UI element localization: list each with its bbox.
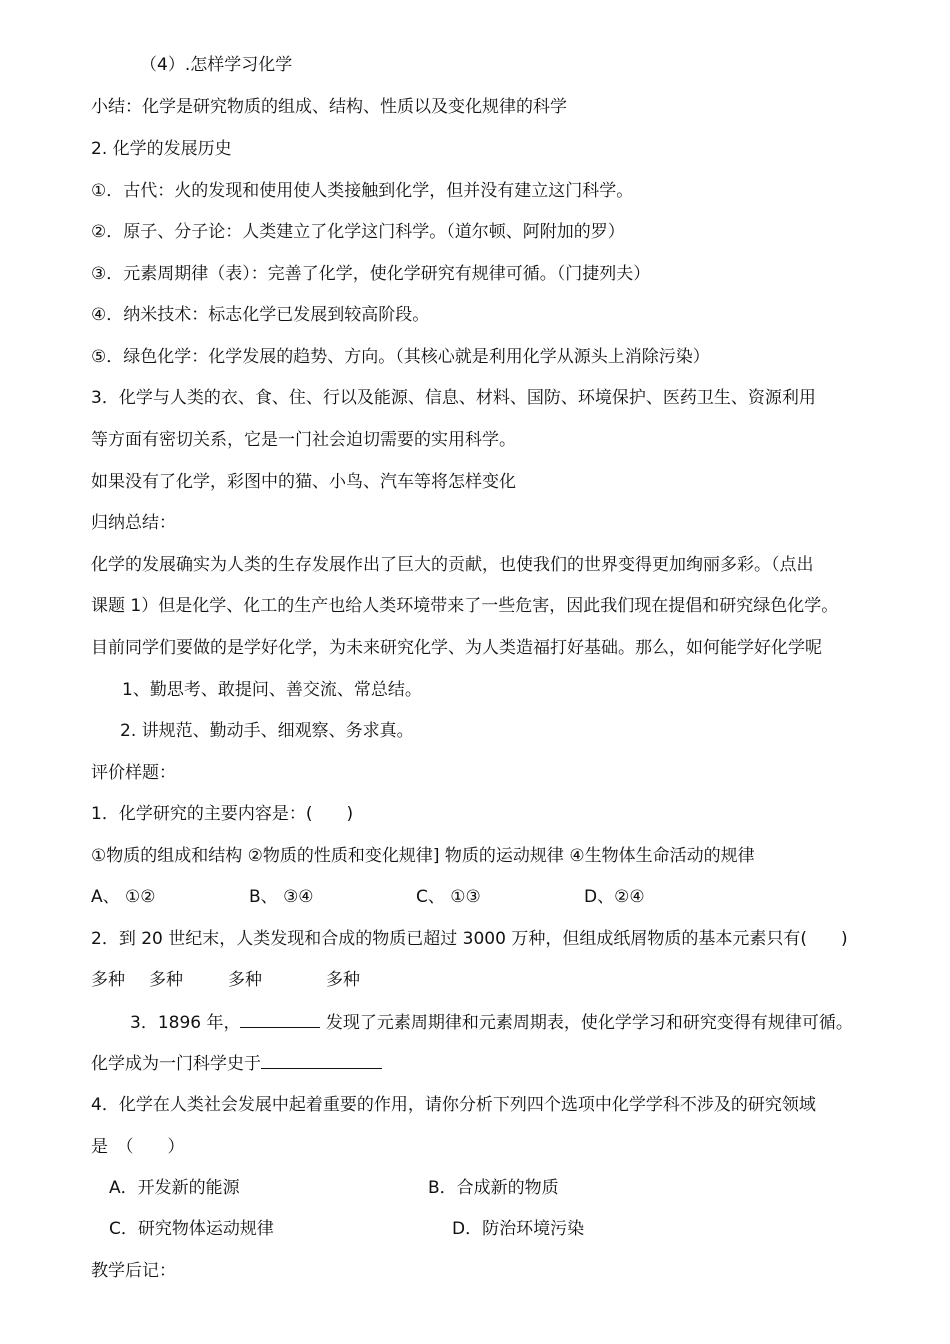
eval-heading: 评价样题： [91, 763, 176, 783]
q1-option-c: C、 ①③ [416, 887, 481, 907]
induction-line: 课题 1）但是化学、化工的生产也给人类环境带来了一些危害，因此我们现在提倡和研究绿色化学。 [91, 596, 839, 616]
q2-option: 多种 [149, 970, 183, 990]
point3-line: 3．化学与人类的衣、食、住、行以及能源、信息、材料、国防、环境保护、医药卫生、资源利用 [91, 388, 816, 408]
q3-blank-1[interactable] [240, 1010, 320, 1028]
q3-blank-2[interactable] [261, 1051, 382, 1069]
q4-stem: 4．化学在人类社会发展中起着重要的作用，请你分析下列四个选项中化学学科不涉及的研究领域 [91, 1095, 816, 1115]
q2-stem: 2．到 20 世纪末，人类发现和合成的物质已超过 3000 万种，但组成纸屑物质的基本元素只有( ) [91, 929, 848, 949]
q4-option-c: C．研究物体运动规律 [109, 1219, 274, 1239]
induction-heading: 归纳总结： [91, 513, 176, 533]
study-tip: 1、勤思考、敢提问、善交流、常总结。 [122, 680, 422, 700]
history-item: ①．古代：火的发现和使用使人类接触到化学，但并没有建立这门科学。 [91, 181, 634, 201]
q3-part2: 发现了元素周期律和元素周期表，使化学学习和研究变得有规律可循。 [320, 1013, 853, 1033]
section4-heading: （4）.怎样学习化学 [140, 55, 293, 75]
q3-line2 [91, 1051, 382, 1076]
postscript: 教学后记： [91, 1261, 176, 1281]
history-item: ③．元素周期律（表）：完善了化学，使化学研究有规律可循。（门捷列夫） [91, 264, 651, 284]
q3-line1 [130, 1010, 853, 1035]
point3-line: 等方面有密切关系，它是一门社会迫切需要的实用科学。 [91, 430, 516, 450]
q2-option: 多种 [326, 970, 360, 990]
q1-stem: 1．化学研究的主要内容是：( ) [91, 804, 354, 824]
induction-line: 化学的发展确实为人类的生存发展作出了巨大的贡献，也使我们的世界变得更加绚丽多彩。（点出 [91, 555, 814, 575]
q3-line2-text: 化学成为一门科学史于 [91, 1054, 261, 1074]
summary-text: 小结：化学是研究物质的组成、结构、性质以及变化规律的科学 [91, 97, 567, 117]
history-item: ⑤．绿色化学：化学发展的趋势、方向。（其核心就是利用化学从源头上消除污染） [91, 347, 710, 367]
q2-option: 多种 [228, 970, 262, 990]
q1-option-d: D、②④ [584, 887, 645, 907]
question-line: 如果没有了化学，彩图中的猫、小鸟、汽车等将怎样变化 [91, 472, 516, 492]
study-tip: 2. 讲规范、勤动手、细观察、务求真。 [120, 721, 414, 741]
q4-option-d: D．防治环境污染 [452, 1219, 585, 1239]
q4-stem: 是 （ ） [91, 1137, 185, 1157]
q1-option-b: B、 ③④ [249, 887, 314, 907]
history-heading: 2. 化学的发展历史 [91, 139, 232, 159]
q4-option-b: B．合成新的物质 [428, 1178, 559, 1198]
induction-line: 目前同学们要做的是学好化学，为未来研究化学、为人类造福打好基础。那么，如何能学好化学呢 [91, 638, 822, 658]
q2-option: 多种 [91, 970, 125, 990]
q1-statements: ①物质的组成和结构 ②物质的性质和变化规律] 物质的运动规律 ④生物体生命活动的规律 [91, 846, 755, 866]
q4-option-a: A．开发新的能源 [109, 1178, 240, 1198]
q3-part1: 3．1896 年， [130, 1013, 241, 1033]
q1-option-a: A、 ①② [91, 887, 156, 907]
history-item: ②．原子、分子论：人类建立了化学这门科学。（道尔顿、阿附加的罗） [91, 222, 625, 242]
history-item: ④．纳米技术：标志化学已发展到较高阶段。 [91, 305, 430, 325]
